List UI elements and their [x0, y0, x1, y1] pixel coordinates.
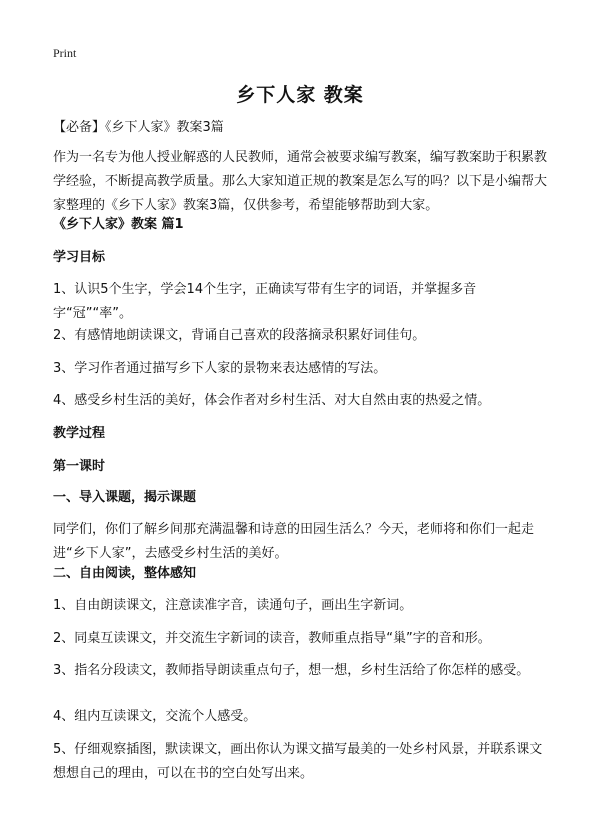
- step1-heading: 一、导入课题，揭示课题: [53, 490, 197, 505]
- goals-heading: 学习目标: [53, 250, 106, 265]
- step2-item: 5、仔细观察插图，默读课文，画出你认为课文描写最美的一处乡村风景，并联系课文想想自己的理由，可以在书的空白处写出来。: [53, 742, 543, 781]
- step1-paragraph: 同学们，你们了解乡间那充满温馨和诗意的田园生活么？今天，老师将和你们一起走进“乡下人家”，去感受乡村生活的美好。: [53, 522, 535, 561]
- step2-heading: 二、自由阅读，整体感知: [53, 566, 197, 581]
- section-title: 《乡下人家》教案 篇1: [53, 217, 184, 232]
- step2-item: 2、同桌互读课文，并交流生字新词的读音，教师重点指导“巢”字的音和形。: [53, 631, 491, 646]
- goal-item: 1、认识5个生字，学会14个生字，正确读写带有生字的词语，并掌握多音字“冠”“率”。: [53, 282, 477, 321]
- step2-item: 4、组内互读课文，交流个人感受。: [53, 709, 257, 724]
- step2-item: 3、指名分段读文，教师指导朗读重点句子，想一想，乡村生活给了你怎样的感受。: [53, 663, 530, 678]
- goal-item: 4、感受乡村生活的美好，体会作者对乡村生活、对大自然由衷的热爱之情。: [53, 393, 491, 408]
- intro-subtitle: 【必备】《乡下人家》教案3篇: [53, 120, 224, 135]
- process-heading: 教学过程: [53, 426, 106, 441]
- lesson-heading: 第一课时: [53, 459, 106, 474]
- goal-item: 2、有感情地朗读课文，背诵自己喜欢的段落摘录积累好词佳句。: [53, 328, 426, 343]
- document-title: 乡下人家 教案: [236, 84, 364, 106]
- step2-item: 1、自由朗读课文，注意读准字音，读通句子，画出生字新词。: [53, 598, 413, 613]
- print-label[interactable]: Print: [53, 46, 77, 60]
- intro-paragraph: 作为一名专为他人授业解惑的人民教师，通常会被要求编写教案，编写教案助于积累教学经验，不断提高教学质量。那么大家知道正规的教案是怎么写的吗？以下是小编帮大家整理的《乡下人家》教案3篇，仅供参考，希望能够帮助到大家。: [53, 150, 548, 213]
- goal-item: 3、学习作者通过描写乡下人家的景物来表达感情的写法。: [53, 361, 387, 376]
